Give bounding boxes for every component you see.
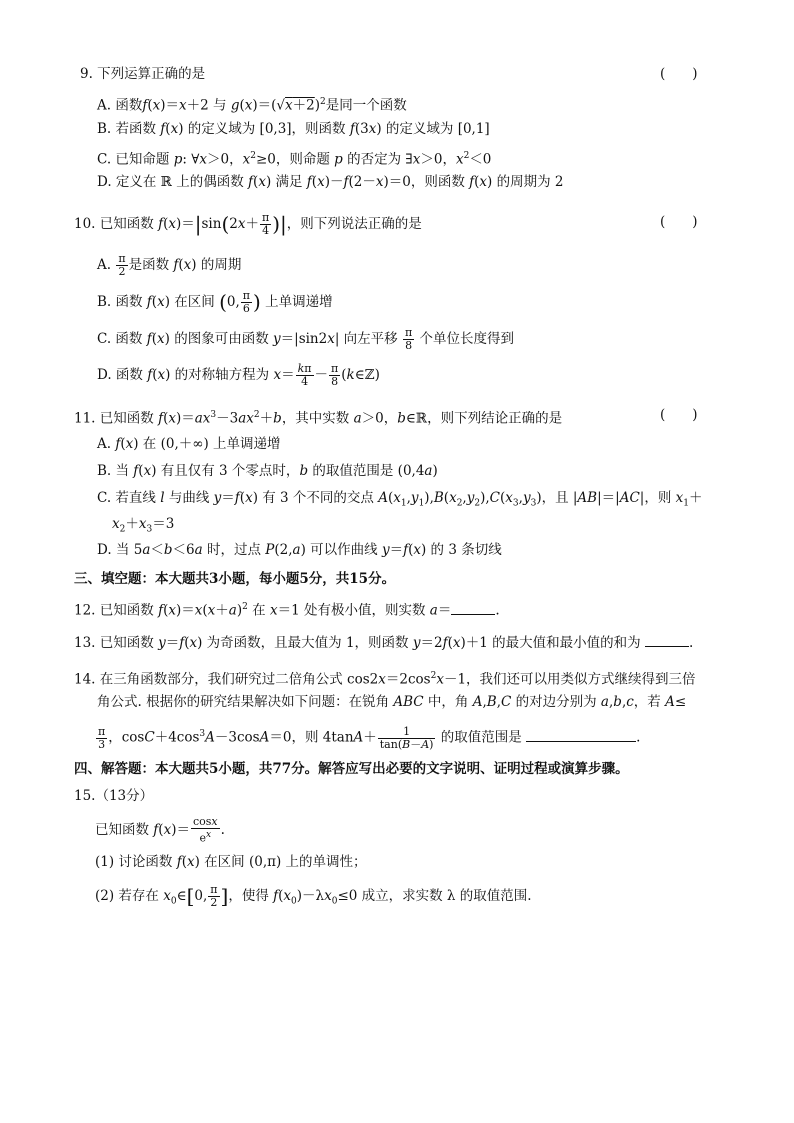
q11-answer-bracket: ( ) [660,407,698,423]
q9-stem: 9. 下列运算正确的是 [80,66,206,82]
q15-given: 已知函数 f(x)＝ $\frac{\cos x}{e^x}$ . [95,815,225,845]
q9-answer-bracket: ( ) [660,66,698,82]
q14-line2: 角公式. 根据你的研究结果解决如下问题：在锐角 ABC 中，角 A,B,C 的对边分别为 a,b,c，若 A≤ [97,694,687,710]
q14-line3: $\frac{\pi}{3}$ ，$\cos C+4\cos^3A-3\cos A=0$，则 4tanA＋ $\frac{1}{\tan(B-A)}$ 的取值范围是 . [98,724,641,751]
q10-answer-bracket: ( ) [660,214,698,230]
q15-head: 15.（13分） [74,788,154,804]
q10-option-a: A. $\frac{\pi}{2}$ 是函数 f(x) 的周期 [97,252,242,278]
q11-option-d: D. 当 5a＜b＜6a 时，过点 P(2,a) 可以作曲线 y＝f(x) 的 3 条切线 [97,542,502,558]
q9-option-a: A. 函数f(x)＝x＋2 与 $g(x)=(√x+2)^2$是同一个函数 [97,97,407,114]
q11-stem: 11. 已知函数 $f(x)=ax^3-3ax^2+b$，其中实数 a＞0，b∈ℝ，则下列结论正确的是 [74,410,563,427]
q10-option-d: D. 函数 f(x) 的对称轴方程为 x＝ $\frac{k\pi}{4}$ － $\frac{\pi}{8}$ (k∈ℤ) [97,362,380,388]
q9-option-d: D. 定义在 ℝ 上的偶函数 f(x) 满足 f(x)－f(2－x)＝0，则函数 f(x) 的周期为 2 [97,174,564,190]
q9-option-c: C. 已知命题 p: ∀x＞0，$x^2\ge 0$，则命题 p 的否定为 ∃x＞0，$x^2<0$ [97,151,492,168]
q10-option-c: C. 函数 f(x) 的图象可由函数 y＝|sin2x| 向左平移 $\frac{\pi}{8}$ 个单位长度得到 [97,326,515,352]
q10-option-b: B. 函数 f(x) 在区间 (0, $\frac{\pi}{6}$ ) 上单调递增 [97,289,333,315]
q14-line1: 14. 在三角函数部分，我们研究过二倍角公式 $\cos 2x=2\cos^2x-1$，我们还可以用类似方式继续得到三倍 [74,671,696,688]
q9-option-b: B. 若函数 f(x) 的定义域为 [0,3]，则函数 f(3x) 的定义域为 [0,1] [97,121,490,137]
q11-option-a: A. f(x) 在 (0,＋∞) 上单调递增 [97,436,281,452]
q10-stem: 10. 已知函数 f(x)＝|sin(2x＋ $\frac{\pi}{4}$ )|，则下列说法正确的是 [74,211,422,237]
section-solve-heading: 四、解答题：本大题共5小题，共77分。解答应写出必要的文字说明、证明过程或演算步骤。 [74,761,629,777]
q12: 12. 已知函数 $f(x)=x(x+a)^2$ 在 x＝1 处有极小值，则实数 a＝ . [74,597,500,621]
q11-option-b: B. 当 f(x) 有且仅有 3 个零点时，b 的取值范围是 (0,4a) [97,463,438,479]
q11-option-c: C. 若直线 l 与曲线 y＝f(x) 有 3 个不同的交点 $A(x_1,y_1),B(x_2,y_2),C(x_3,y_3)$，且 |AB|＝|AC|，则 $x_1+$ [97,490,703,509]
q15-part2: (2) 若存在 $x_0\in[0$, $\frac{\pi}{2}$ ]，使得 $f(x_0)-\lambda x_0\le 0$ 成立，求实数 λ 的取值范围. [95,883,532,909]
section-fill-in-heading: 三、填空题：本大题共3小题，每小题5分，共15分。 [74,571,396,587]
q15-part1: (1) 讨论函数 f(x) 在区间 (0,π) 上的单调性； [95,854,367,870]
q13: 13. 已知函数 y＝f(x) 为奇函数，且最大值为 1，则函数 y＝2f(x)＋1 的最大值和最小值的和为 . [74,632,693,653]
q11-option-c-cont: $x_2+x_3=3$ [112,516,175,535]
